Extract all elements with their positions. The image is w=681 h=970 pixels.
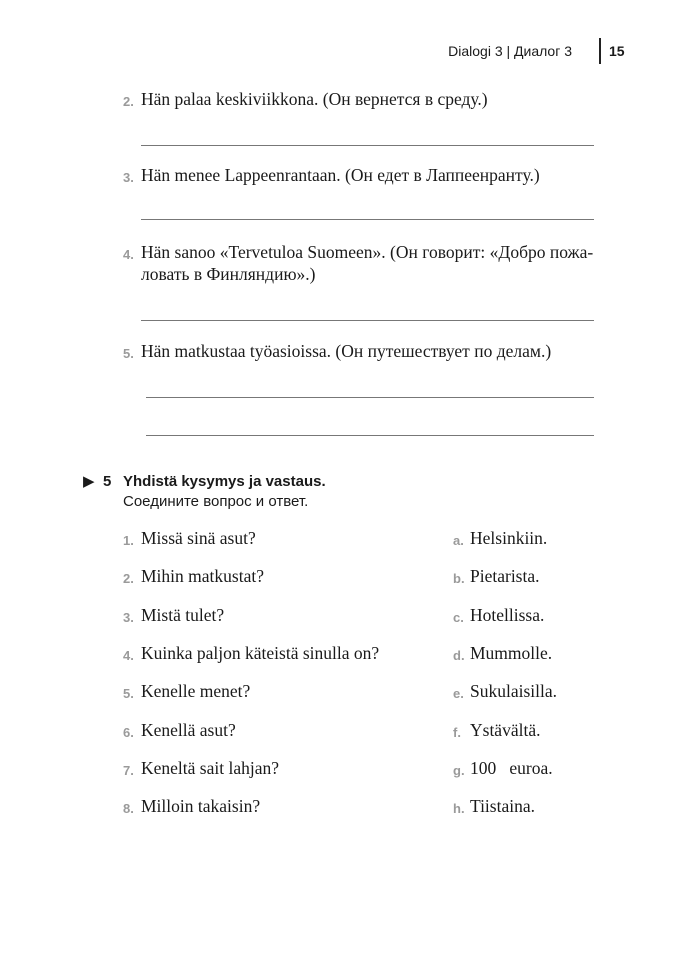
item-text: ловать в Финляндию».) xyxy=(141,264,316,284)
answer-text: Mummolle. xyxy=(470,642,553,663)
item-number: 5. xyxy=(123,346,134,361)
answer-text: Sukulaisilla. xyxy=(470,681,558,702)
running-title: Dialogi 3 | Диалог 3 xyxy=(448,43,572,59)
answer-line[interactable] xyxy=(141,219,594,220)
answer-text: Ystävältä. xyxy=(470,719,541,740)
answer-number: e. xyxy=(453,686,464,702)
exercise-subtitle: Соедините вопрос и ответ. xyxy=(123,493,309,510)
answer-text: Tiistaina. xyxy=(470,796,535,817)
question-text: Kuinka paljon käteistä sinulla on? xyxy=(141,642,380,663)
exercise-arrow-icon: ▶ xyxy=(83,473,95,490)
question-number: 5. xyxy=(123,686,134,702)
exercise-title: Yhdistä kysymys ja vastaus. xyxy=(123,473,326,490)
item-number: 2. xyxy=(123,94,134,109)
answer-number: b. xyxy=(453,571,465,587)
question-text: Milloin takaisin? xyxy=(141,796,261,817)
question-number: 6. xyxy=(123,724,134,740)
question-number: 8. xyxy=(123,801,134,817)
exercise-number: 5 xyxy=(103,473,112,490)
answer-text: Pietarista. xyxy=(470,566,540,587)
question-number: 2. xyxy=(123,571,134,587)
answer-line[interactable] xyxy=(141,320,594,321)
item-number: 3. xyxy=(123,170,134,185)
answer-text: 100 euroa. xyxy=(470,757,553,778)
answer-number: a. xyxy=(453,533,464,548)
question-text: Keneltä sait lahjan? xyxy=(141,757,279,778)
answer-number: f. xyxy=(453,724,461,740)
question-number: 7. xyxy=(123,762,134,778)
answer-number: d. xyxy=(453,647,465,663)
answer-number: g. xyxy=(453,762,465,778)
item-text: Hän palaa keskiviikkona. (Он вернется в среду.) xyxy=(141,89,488,109)
answer-text: Helsinkiin. xyxy=(470,528,548,548)
question-number: 1. xyxy=(123,533,134,548)
answer-text: Hotellissa. xyxy=(470,604,545,625)
question-text: Mistä tulet? xyxy=(141,604,225,625)
question-text: Kenellä asut? xyxy=(141,719,236,740)
item-text: Hän matkustaa työasioissa. (Он путешествует по делам.) xyxy=(141,341,552,361)
answer-line[interactable] xyxy=(146,435,594,436)
answer-line[interactable] xyxy=(141,145,594,146)
answer-line[interactable] xyxy=(146,397,594,398)
question-text: Mihin matkustat? xyxy=(141,566,264,587)
answer-number: c. xyxy=(453,609,464,625)
item-text: Hän menee Lappeenrantaan. (Он едет в Лаппеенранту.) xyxy=(141,165,540,185)
answer-number: h. xyxy=(453,801,465,817)
question-number: 3. xyxy=(123,609,134,625)
question-number: 4. xyxy=(123,647,134,663)
page-number: 15 xyxy=(609,43,625,59)
item-text: Hän sanoo «Tervetuloa Suomeen». (Он говорит: «Добро пожа- xyxy=(141,242,594,262)
header-divider xyxy=(599,38,601,64)
item-number: 4. xyxy=(123,247,134,262)
question-text: Kenelle menet? xyxy=(141,681,251,702)
question-text: Missä sinä asut? xyxy=(141,528,256,548)
